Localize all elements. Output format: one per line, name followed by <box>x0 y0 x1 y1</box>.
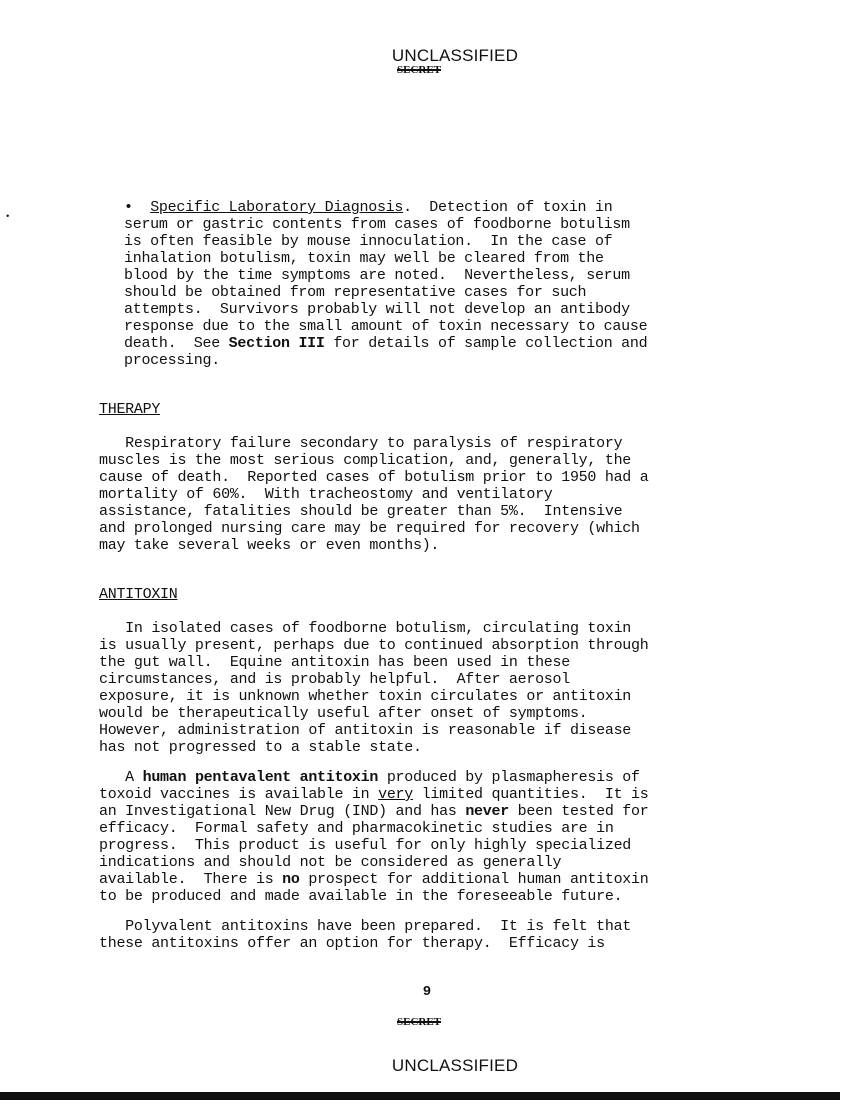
diagnosis-line: should be obtained from representative cases for such <box>124 284 587 301</box>
diagnosis-line: inhalation botulism, toxin may well be cleared from the <box>124 250 604 267</box>
margin-mark: • <box>5 212 11 222</box>
antitoxin-line: indications and should not be considered as generally <box>99 854 562 871</box>
therapy-heading: THERAPY <box>99 401 161 418</box>
antitoxin-heading: ANTITOXIN <box>99 586 178 603</box>
page-number: 9 <box>422 984 432 1000</box>
antitoxin-line: these antitoxins offer an option for therapy. Efficacy is <box>99 935 605 952</box>
therapy-line: muscles is the most serious complication, and, generally, the <box>99 452 632 469</box>
antitoxin-line: In isolated cases of foodborne botulism, circulating toxin <box>99 620 632 637</box>
antitoxin-line: progress. This product is useful for only highly specialized <box>99 837 632 854</box>
diagnosis-line: attempts. Survivors probably will not develop an antibody <box>124 301 630 318</box>
therapy-line: assistance, fatalities should be greater than 5%. Intensive <box>99 503 623 520</box>
footer-bar <box>0 1092 840 1100</box>
classification-bottom: UNCLASSIFIED <box>391 1056 519 1075</box>
diagnosis-line-1: • Specific Laboratory Diagnosis. Detection of toxin in <box>124 199 613 216</box>
antitoxin-line: available. There is no prospect for additional human antitoxin <box>99 871 649 888</box>
struck-classification-top: SECRET <box>397 64 442 76</box>
antitoxin-line: A human pentavalent antitoxin produced by plasmapheresis of <box>99 769 640 786</box>
antitoxin-line: has not progressed to a stable state. <box>99 739 422 756</box>
therapy-line: and prolonged nursing care may be required for recovery (which <box>99 520 640 537</box>
diagnosis-line: blood by the time symptoms are noted. Nevertheless, serum <box>124 267 630 284</box>
diagnosis-heading: Specific Laboratory Diagnosis <box>150 199 404 216</box>
antitoxin-line: the gut wall. Equine antitoxin has been used in these <box>99 654 570 671</box>
antitoxin-line: efficacy. Formal safety and pharmacokinetic studies are in <box>99 820 614 837</box>
therapy-line: cause of death. Reported cases of botulism prior to 1950 had a <box>99 469 649 486</box>
therapy-line: may take several weeks or even months). <box>99 537 440 554</box>
diagnosis-line: serum or gastric contents from cases of foodborne botulism <box>124 216 630 233</box>
antitoxin-line: to be produced and made available in the foreseeable future. <box>99 888 623 905</box>
antitoxin-line: circumstances, and is probably helpful. After aerosol <box>99 671 570 688</box>
section-reference: Section III <box>228 335 325 352</box>
emphasis-underline: very <box>378 786 413 803</box>
classification-top: UNCLASSIFIED <box>391 46 519 65</box>
antitoxin-line: However, administration of antitoxin is reasonable if disease <box>99 722 632 739</box>
diagnosis-line: death. See Section III for details of sample collection and <box>124 335 648 352</box>
antitoxin-line: is usually present, perhaps due to continued absorption through <box>99 637 649 654</box>
bullet-icon: • <box>124 199 133 216</box>
emphasis-bold: no <box>282 871 300 888</box>
antitoxin-line: would be therapeutically useful after onset of symptoms. <box>99 705 588 722</box>
antitoxin-line: Polyvalent antitoxins have been prepared. It is felt that <box>99 918 632 935</box>
antitoxin-line: exposure, it is unknown whether toxin circulates or antitoxin <box>99 688 632 705</box>
emphasis-bold: human pentavalent antitoxin <box>142 769 379 786</box>
therapy-line: Respiratory failure secondary to paralysis of respiratory <box>99 435 623 452</box>
emphasis-bold: never <box>465 803 509 820</box>
diagnosis-line: processing. <box>124 352 220 369</box>
diagnosis-line: is often feasible by mouse innoculation. In the case of <box>124 233 613 250</box>
diagnosis-line: response due to the small amount of toxin necessary to cause <box>124 318 648 335</box>
antitoxin-line: an Investigational New Drug (IND) and has never been tested for <box>99 803 649 820</box>
struck-classification-bottom: SECRET <box>397 1016 442 1028</box>
antitoxin-line: toxoid vaccines is available in very limited quantities. It is <box>99 786 649 803</box>
therapy-line: mortality of 60%. With tracheostomy and ventilatory <box>99 486 553 503</box>
